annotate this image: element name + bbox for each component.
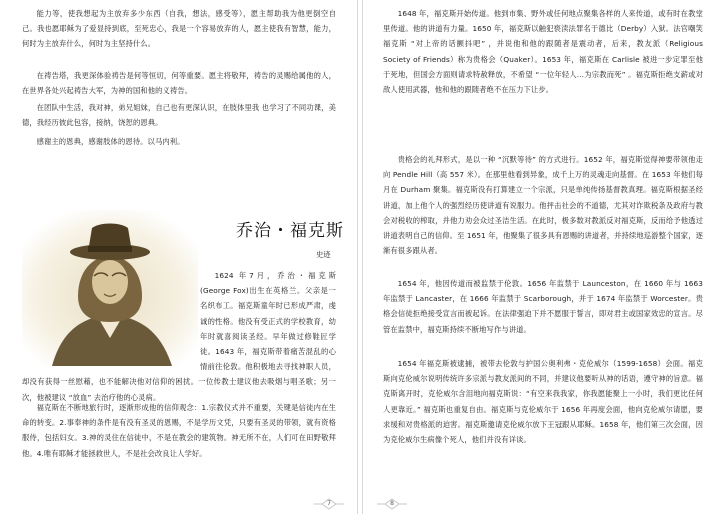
paragraph-cromwell: 1654 年福克斯被逮捕，被带去伦敦与护国公奥利弗・克伦威尔（1599-1658）会面。福克斯向克伦威尔说明传统许多宗派与教友派间的不同，并建议他要听从神的话语，遵守神的旨意。福克斯离开时，克伦威尔含泪地向福克斯说：“有空来我我家，你我愿能聚上一小时，我们更比任何人更靠近。” 福克斯也重复自由。福克斯与克伦威尔于 1656 年再度会面，他向克伦威尔请愿，要求缓和对贵格派的迫害。福克斯邀请克伦威尔放下王冠跟从耶稣。1658 年，他们第三次会面，因为克伦威尔生病像个死人，他们并没有详谈。	[383, 359, 703, 445]
paragraph-worship: 贵格会的礼拜形式，是以一种 “沉默等待” 的方式进行。1652 年，福克斯觉得神要带领他走向 Pendle Hill（高 557 米）。在那里他看到异象，成千上万的灵魂走向基督。在 1653 年他们每月在 Durham 聚集。福克斯没有打算建立一个宗派，只是单纯传扬基督教真理。福克斯根据圣经讲道，加上他个人的强烈经历使讲道有说服力。他抨击社会的不道德，尤其对诈欺税条及政府与教会对税收的榨取，并他力劝会众过圣洁生活。在此时，极多数对教派反对福克斯，反而给予他透过讲道表明自己的信仰。至 1651 年，他聚集了很多具有恩赐的讲道者，并持续地巡游整个国家，逐渐有很多跟从者。	[383, 155, 703, 256]
page-number-right-text: 8	[390, 500, 394, 507]
article-title: 乔治・福克斯	[236, 221, 344, 241]
title-wrap-spacer	[202, 206, 336, 268]
page-number-left	[314, 498, 344, 510]
article-subtitle: 史迹	[316, 250, 331, 259]
paragraph-imprisonment: 1654 年，他因传道而被监禁于伦敦。1656 年监禁于 Launceston，在 1660 年与 1663 年监禁于 Lancaster，在 1666 年监禁于 Scarborough，并于 1674 年监禁于 Worcester。贵格会信徒拒绝接受宣言而被起诉。在法律强迫下并不愿服于誓言，即对君主或国家效忠的宣言。尽管在监禁中，福克斯持续不断地写作与讲道。	[383, 279, 703, 334]
portrait-wrap-spacer-upper	[22, 206, 202, 268]
page-number-right	[377, 498, 407, 510]
paragraph-beliefs: 福克斯在不断地旅行时，逐渐形成他的信仰观念：1.宗教仪式并不重要，关键是信徒内在生命的转变。2.事奉神的条件是有没有圣灵的恩赐，不是学历文凭，只要有圣灵的带领，就有资格服侍，包括妇女。3.神的灵住在信徒中，不是在教会的建筑物。神无所不在，人们可在田野敬拜他。4.唯有耶稣才能拯救世人，不是社会改良让人学好。	[22, 403, 336, 458]
right-page	[362, 0, 722, 514]
paragraph-reflection: 能力等，使我想起为主放弃多少东西（自我，想法，感受等），愿主帮助我为他更倒空自己。我也愿耶稣为了爱显持到底，至死忠心，我是一个容易放弃的人，愿主使我有智慧，能力，何时为主放弃什么，何时为主坚持什么。	[22, 9, 336, 49]
paragraph-team-life: 在团队中生活，我对神，弟兄姐妹，自己也有更深认识，在肢体里我 也学习了不同功课，美德，我经历彼此包容，接纳，饶恕的恩典。	[22, 103, 336, 128]
left-page	[0, 0, 358, 514]
paragraph-thanks: 感谢主的恩典，感谢肢体的恩待。以马内利。	[36, 137, 185, 146]
paragraph-preaching: 1648 年，福克斯开始传道。他到市集、野外或任何地点聚集各样的人来传道，或有时在教堂里传道。他的讲道有力量。1650 年，福克斯以触犯亵渎法罪名于德比（Derby）入狱。法官嘲笑福克斯 “对上帝的话颤抖吧” ，并说他和他的跟随者是震动者，后来，教友派（Religious Society of Friends）称为贵格会（Quaker）。1653 年，福克斯在 Carlisle 被进一步定罪至他于死地，但国会方面则请求特赦释放，不希望 “一位年轻人…为宗教而死” 。福克斯拒绝支薪或对敌人使用武器，他和他的跟随者绝不在压力下让步。	[383, 9, 703, 95]
portrait-wrap-spacer-lower	[22, 268, 200, 368]
paragraph-biography: 1624 年7月，乔治・福克斯(George Fox)出生在英格兰。父亲是一名织布工。福克斯童年时已形成严肃，虔诚的性格。他没有受正式的学校教育，幼年时就喜阅读圣经。早年做过修鞋匠学徒。1643 年，福克斯带着痛苦混乱的心情前往伦敦。他积极地去寻找神职人员，却没有获得一丝慰藉，也不能解决他对信仰的困扰。一位传教士建议他去吸烟与唱圣歌；另一次，他被建议 “放血” 去治疗他的心灵病。	[22, 206, 336, 405]
paragraph-prayer-tower: 在祷告塔，我更深体验祷告是何等恒切，何等重要。愿主将敬拜，祷告的灵赐给属他的人，在世界各处兴起祷告大军，为神的国和他的义祷告。	[22, 71, 336, 96]
page-number-left-text: 7	[327, 500, 331, 507]
